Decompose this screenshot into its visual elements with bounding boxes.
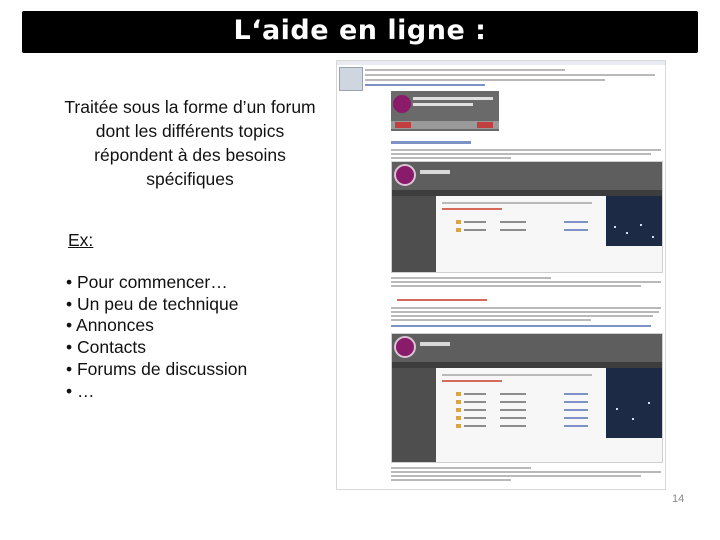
city-night-image [606, 368, 662, 438]
forum-page-preview [391, 161, 663, 273]
topic-row [456, 392, 594, 396]
user-avatar-icon [339, 67, 363, 91]
topic-row [456, 400, 594, 404]
page-number: 14 [672, 493, 685, 505]
slide-title: L‘aide en ligne : [233, 15, 487, 46]
topic-item: • Forums de discussion [66, 358, 248, 379]
topic-row [456, 424, 594, 428]
forum-list-preview [391, 333, 663, 463]
topic-row [456, 220, 594, 224]
topic-item: • … [66, 380, 95, 401]
topic-row [456, 228, 594, 232]
forum-sidebar [392, 196, 436, 272]
cci-logo-icon [393, 95, 411, 113]
help-heading [391, 141, 471, 144]
forum-logo-icon [394, 164, 416, 186]
browser-top-bar [337, 61, 665, 65]
example-label: Ex: [68, 230, 94, 250]
forum-logo-icon [394, 336, 416, 358]
forum-screenshot [336, 60, 666, 490]
topic-item: • Annonces [66, 315, 154, 336]
slide-title-bar [22, 11, 698, 53]
topic-item: • Pour commencer… [66, 272, 228, 292]
topic-item: • Contacts [66, 337, 147, 358]
forum-description: Traitée sous la forme d’un forum dont les différents topics répondent à des besoins spécifiques [64, 97, 316, 189]
forum-sidebar [392, 368, 436, 462]
city-night-image [606, 196, 662, 246]
topic-row [456, 416, 594, 420]
cci-banner [391, 91, 499, 131]
topic-item: • Un peu de technique [66, 293, 239, 314]
topic-row [456, 408, 594, 412]
topic-list [66, 272, 247, 402]
